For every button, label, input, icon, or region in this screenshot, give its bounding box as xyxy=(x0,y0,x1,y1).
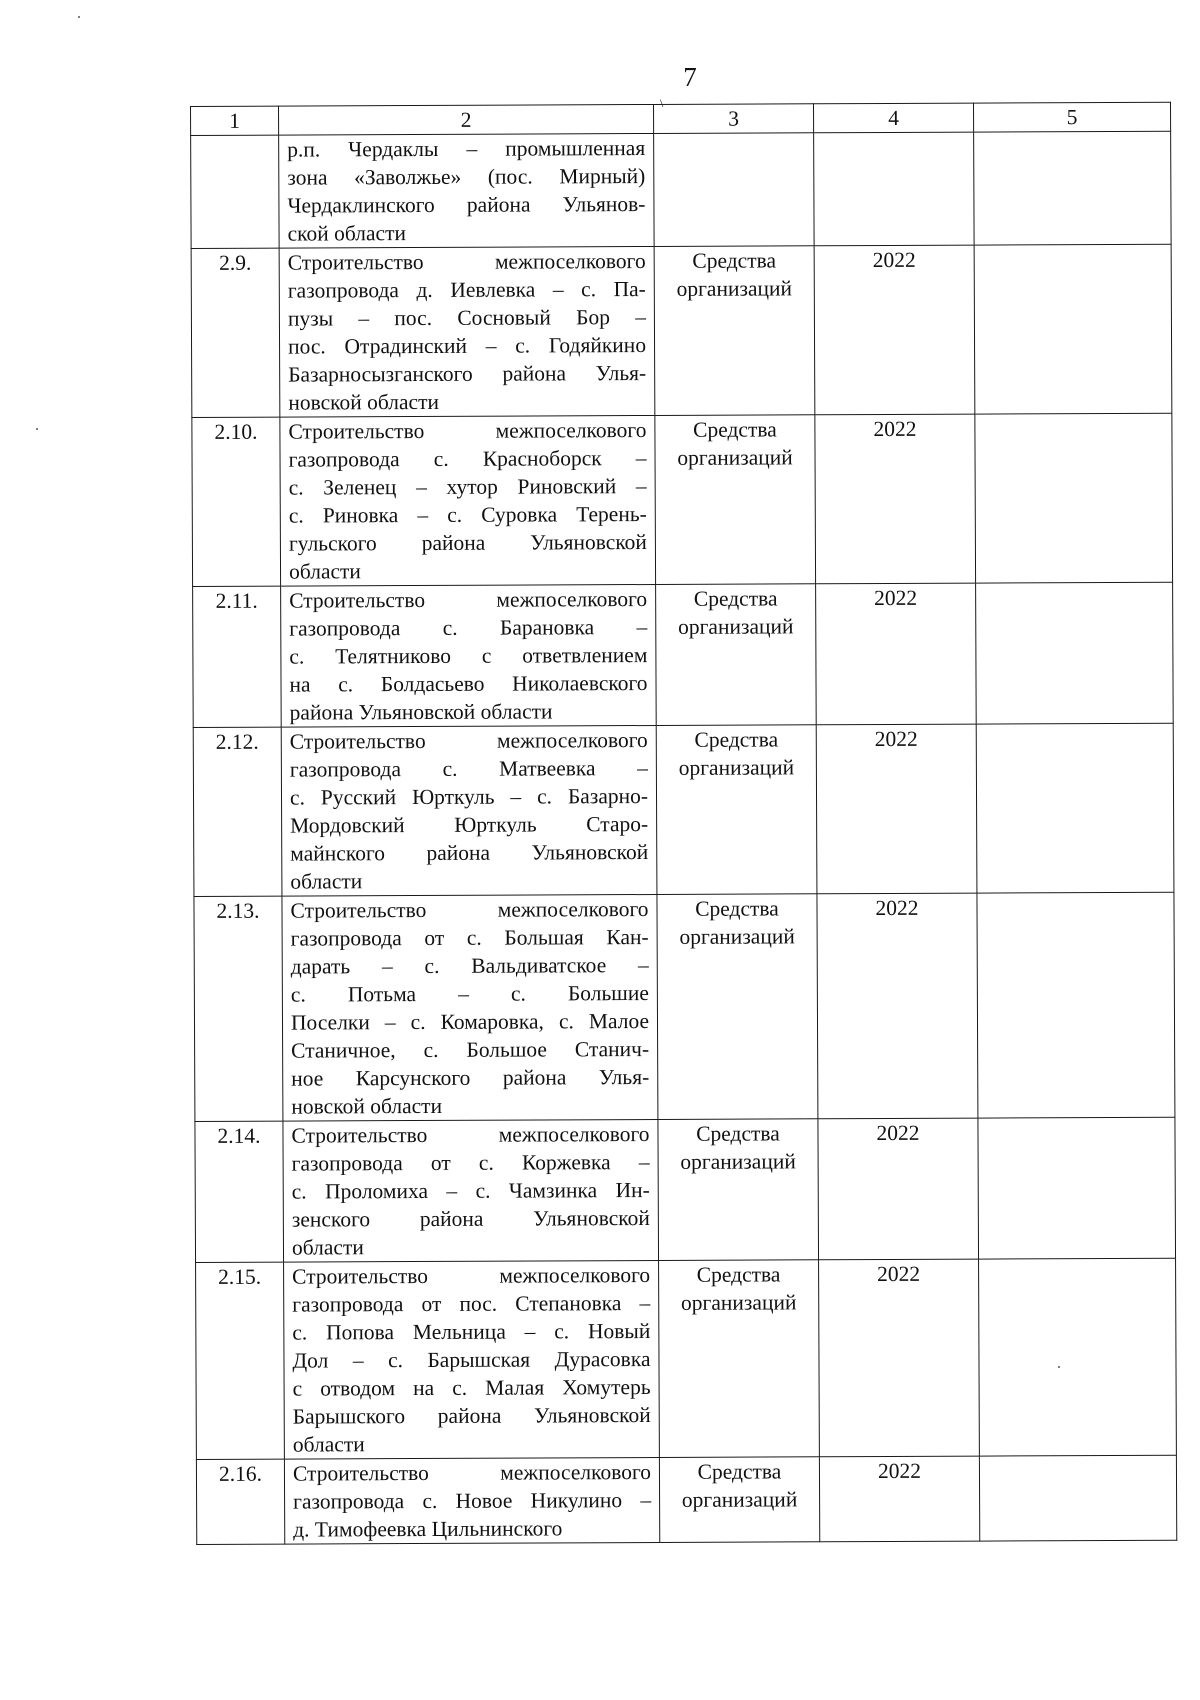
column-5-cell xyxy=(975,413,1173,583)
description-line: зона «Заволжье» (пос. Мирный) xyxy=(287,164,646,190)
description-line: с. Русский Юрткуль – с. Базарно- xyxy=(289,784,649,810)
row-number-cell: 2.10. xyxy=(192,417,281,586)
description-line: Строительство межпоселкового xyxy=(292,1263,651,1289)
funding-source-line: Средства xyxy=(693,586,778,611)
funding-source-cell xyxy=(659,1457,819,1543)
column-5-cell xyxy=(974,244,1172,414)
row-number-cell: 2.12. xyxy=(193,727,282,896)
funding-source-line: Средства xyxy=(696,1262,781,1287)
funding-source-line: Средства xyxy=(694,727,779,752)
table-row xyxy=(193,723,1174,896)
description-line: Строительство межпоселкового xyxy=(289,728,648,754)
funding-source-cell xyxy=(657,894,818,1120)
table-row xyxy=(196,1258,1177,1459)
column-5-cell xyxy=(974,131,1171,245)
column-5-cell xyxy=(976,582,1174,724)
description-cell xyxy=(283,1119,659,1262)
table-row xyxy=(193,582,1174,727)
scan-speck xyxy=(36,428,38,430)
year-cell xyxy=(814,132,974,246)
description-line: на с. Болдасьево Николаевского xyxy=(289,671,648,697)
funding-source-line: организаций xyxy=(677,445,793,470)
page-number xyxy=(0,62,1200,110)
column-header-1: 1 xyxy=(191,106,279,135)
description-line: д. Тимофеевка Цильнинского xyxy=(293,1516,563,1542)
document-table-wrapper xyxy=(190,102,1177,1545)
funding-source-line: организаций xyxy=(678,614,794,639)
funding-source-cell xyxy=(659,1260,820,1458)
description-line: Строительство межпоселкового xyxy=(291,1122,650,1148)
funding-source-cell xyxy=(656,584,817,726)
description-cell xyxy=(284,1260,660,1459)
description-line: новской области xyxy=(288,389,440,415)
page-number-mark: \ xyxy=(660,96,664,110)
description-line: газопровода от с. Коржевка – xyxy=(291,1150,650,1176)
description-line: Барышского района Ульяновской xyxy=(292,1403,651,1429)
funding-source-line: организаций xyxy=(680,1290,797,1315)
column-5-cell xyxy=(976,723,1174,893)
description-line: новской области xyxy=(291,1093,443,1119)
funding-source-line: организаций xyxy=(680,1149,796,1174)
description-line: с отводом на с. Малая Хомутерь xyxy=(292,1375,651,1401)
column-header-3: 3 xyxy=(653,104,813,134)
description-line: газопровода от пос. Степановка – xyxy=(292,1291,651,1317)
description-line: дарать – с. Вальдиватское – xyxy=(290,953,649,979)
table-row xyxy=(195,1117,1176,1262)
column-header-2: 2 xyxy=(279,104,654,135)
description-line: газопровода с. Красноборск – xyxy=(288,446,647,472)
year-cell: 2022 xyxy=(818,1118,979,1260)
column-5-cell xyxy=(977,892,1175,1118)
year-cell: 2022 xyxy=(814,245,975,415)
funding-source-cell xyxy=(658,1119,819,1261)
funding-source-line: организаций xyxy=(676,276,793,301)
description-line: Строительство межпоселкового xyxy=(292,1460,652,1486)
description-line: с. Риновка – с. Суровка Терень- xyxy=(288,502,647,528)
row-number-cell: 2.14. xyxy=(195,1121,284,1262)
funding-source-line: организаций xyxy=(679,924,795,949)
funding-source-cell xyxy=(656,725,817,895)
description-cell xyxy=(284,1457,659,1544)
funding-source-line: Средства xyxy=(696,1121,780,1146)
funding-source-line: организаций xyxy=(678,755,795,780)
description-line: газопровода с. Матвеевка – xyxy=(289,756,648,782)
description-line: Чердаклинского района Ульянов- xyxy=(287,192,646,218)
year-cell: 2022 xyxy=(817,893,978,1119)
funding-source-line: Средства xyxy=(692,248,777,273)
table-body xyxy=(191,131,1177,1544)
gas-pipeline-table xyxy=(190,102,1177,1545)
description-line: гульского района Ульяновской xyxy=(288,530,647,556)
year-cell: 2022 xyxy=(819,1259,980,1457)
description-line: Поселки – с. Комаровка, с. Малое xyxy=(290,1009,650,1035)
table-row xyxy=(191,244,1172,417)
description-line: р.п. Чердаклы – промышленная xyxy=(287,136,646,162)
description-line: Мордовский Юрткуль Старо- xyxy=(290,812,649,838)
table-row xyxy=(194,892,1175,1121)
table-row xyxy=(192,413,1173,586)
description-line: района Ульяновской области xyxy=(289,699,553,725)
column-5-cell xyxy=(978,1117,1176,1259)
description-line: газопровода с. Новое Никулино – xyxy=(293,1488,652,1514)
column-5-cell xyxy=(979,1455,1176,1541)
row-number-cell: 2.16. xyxy=(196,1459,284,1544)
description-line: с. Потьма – с. Большие xyxy=(290,981,649,1007)
description-cell xyxy=(280,415,656,586)
description-line: Строительство межпоселкового xyxy=(290,897,649,923)
description-line: газопровода от с. Большая Кан- xyxy=(290,925,649,951)
table-row xyxy=(191,131,1171,248)
page-number-text: 7 xyxy=(683,62,697,92)
description-line: Дол – с. Барышская Дурасовка xyxy=(292,1347,651,1373)
description-line: области xyxy=(292,1432,365,1457)
description-cell xyxy=(279,246,655,417)
description-line: области xyxy=(290,869,363,894)
description-line: Строительство межпоселкового xyxy=(287,249,646,275)
row-number-cell xyxy=(191,135,279,248)
year-cell: 2022 xyxy=(815,414,976,584)
description-line: газопровода с. Барановка – xyxy=(289,615,648,641)
description-line: майнского района Ульяновской xyxy=(290,840,649,866)
description-line: пузы – пос. Сосновый Бор – xyxy=(287,305,646,331)
row-number-cell: 2.11. xyxy=(193,586,282,727)
description-line: с. Телятниково с ответвлением xyxy=(289,643,648,669)
description-line: ное Карсунского района Улья- xyxy=(291,1065,650,1091)
description-cell xyxy=(281,584,657,727)
funding-source-line: организаций xyxy=(681,1487,798,1512)
row-number-cell: 2.15. xyxy=(196,1262,285,1459)
funding-source-cell xyxy=(654,133,814,247)
description-line: Строительство межпоселкового xyxy=(288,418,647,444)
description-line: Строительство межпоселкового xyxy=(289,587,648,613)
description-line: газопровода д. Иевлевка – с. Па- xyxy=(287,277,646,303)
description-cell xyxy=(279,133,654,248)
description-line: ской области xyxy=(287,221,407,246)
description-line: зенского района Ульяновской xyxy=(291,1206,650,1232)
funding-source-line: Средства xyxy=(695,896,779,921)
row-number-cell: 2.13. xyxy=(194,896,283,1121)
funding-source-line: Средства xyxy=(697,1459,782,1484)
year-cell: 2022 xyxy=(816,724,977,894)
description-line: Базарносызганского района Улья- xyxy=(288,361,647,387)
scan-speck xyxy=(78,16,80,18)
column-header-4: 4 xyxy=(813,103,973,133)
description-line: области xyxy=(291,1235,364,1260)
description-line: с. Проломиха – с. Чамзинка Ин- xyxy=(291,1178,650,1204)
description-line: с. Попова Мельница – с. Новый xyxy=(292,1319,651,1345)
funding-source-line: Средства xyxy=(693,417,777,442)
description-line: с. Зеленец – хутор Риновский – xyxy=(288,474,647,500)
table-header-row xyxy=(191,102,1171,135)
column-header-5: 5 xyxy=(973,102,1170,132)
description-cell xyxy=(281,725,657,896)
funding-source-cell xyxy=(655,415,816,585)
year-cell: 2022 xyxy=(819,1456,979,1542)
table-row xyxy=(196,1455,1176,1544)
column-5-cell xyxy=(979,1258,1177,1456)
description-line: пос. Отрадинский – с. Годяйкино xyxy=(287,333,647,359)
row-number-cell: 2.9. xyxy=(191,248,280,417)
year-cell: 2022 xyxy=(816,583,977,725)
description-line: Станичное, с. Большое Станич- xyxy=(291,1037,650,1063)
funding-source-cell xyxy=(654,246,815,416)
description-cell xyxy=(282,894,658,1121)
description-line: области xyxy=(288,559,361,584)
